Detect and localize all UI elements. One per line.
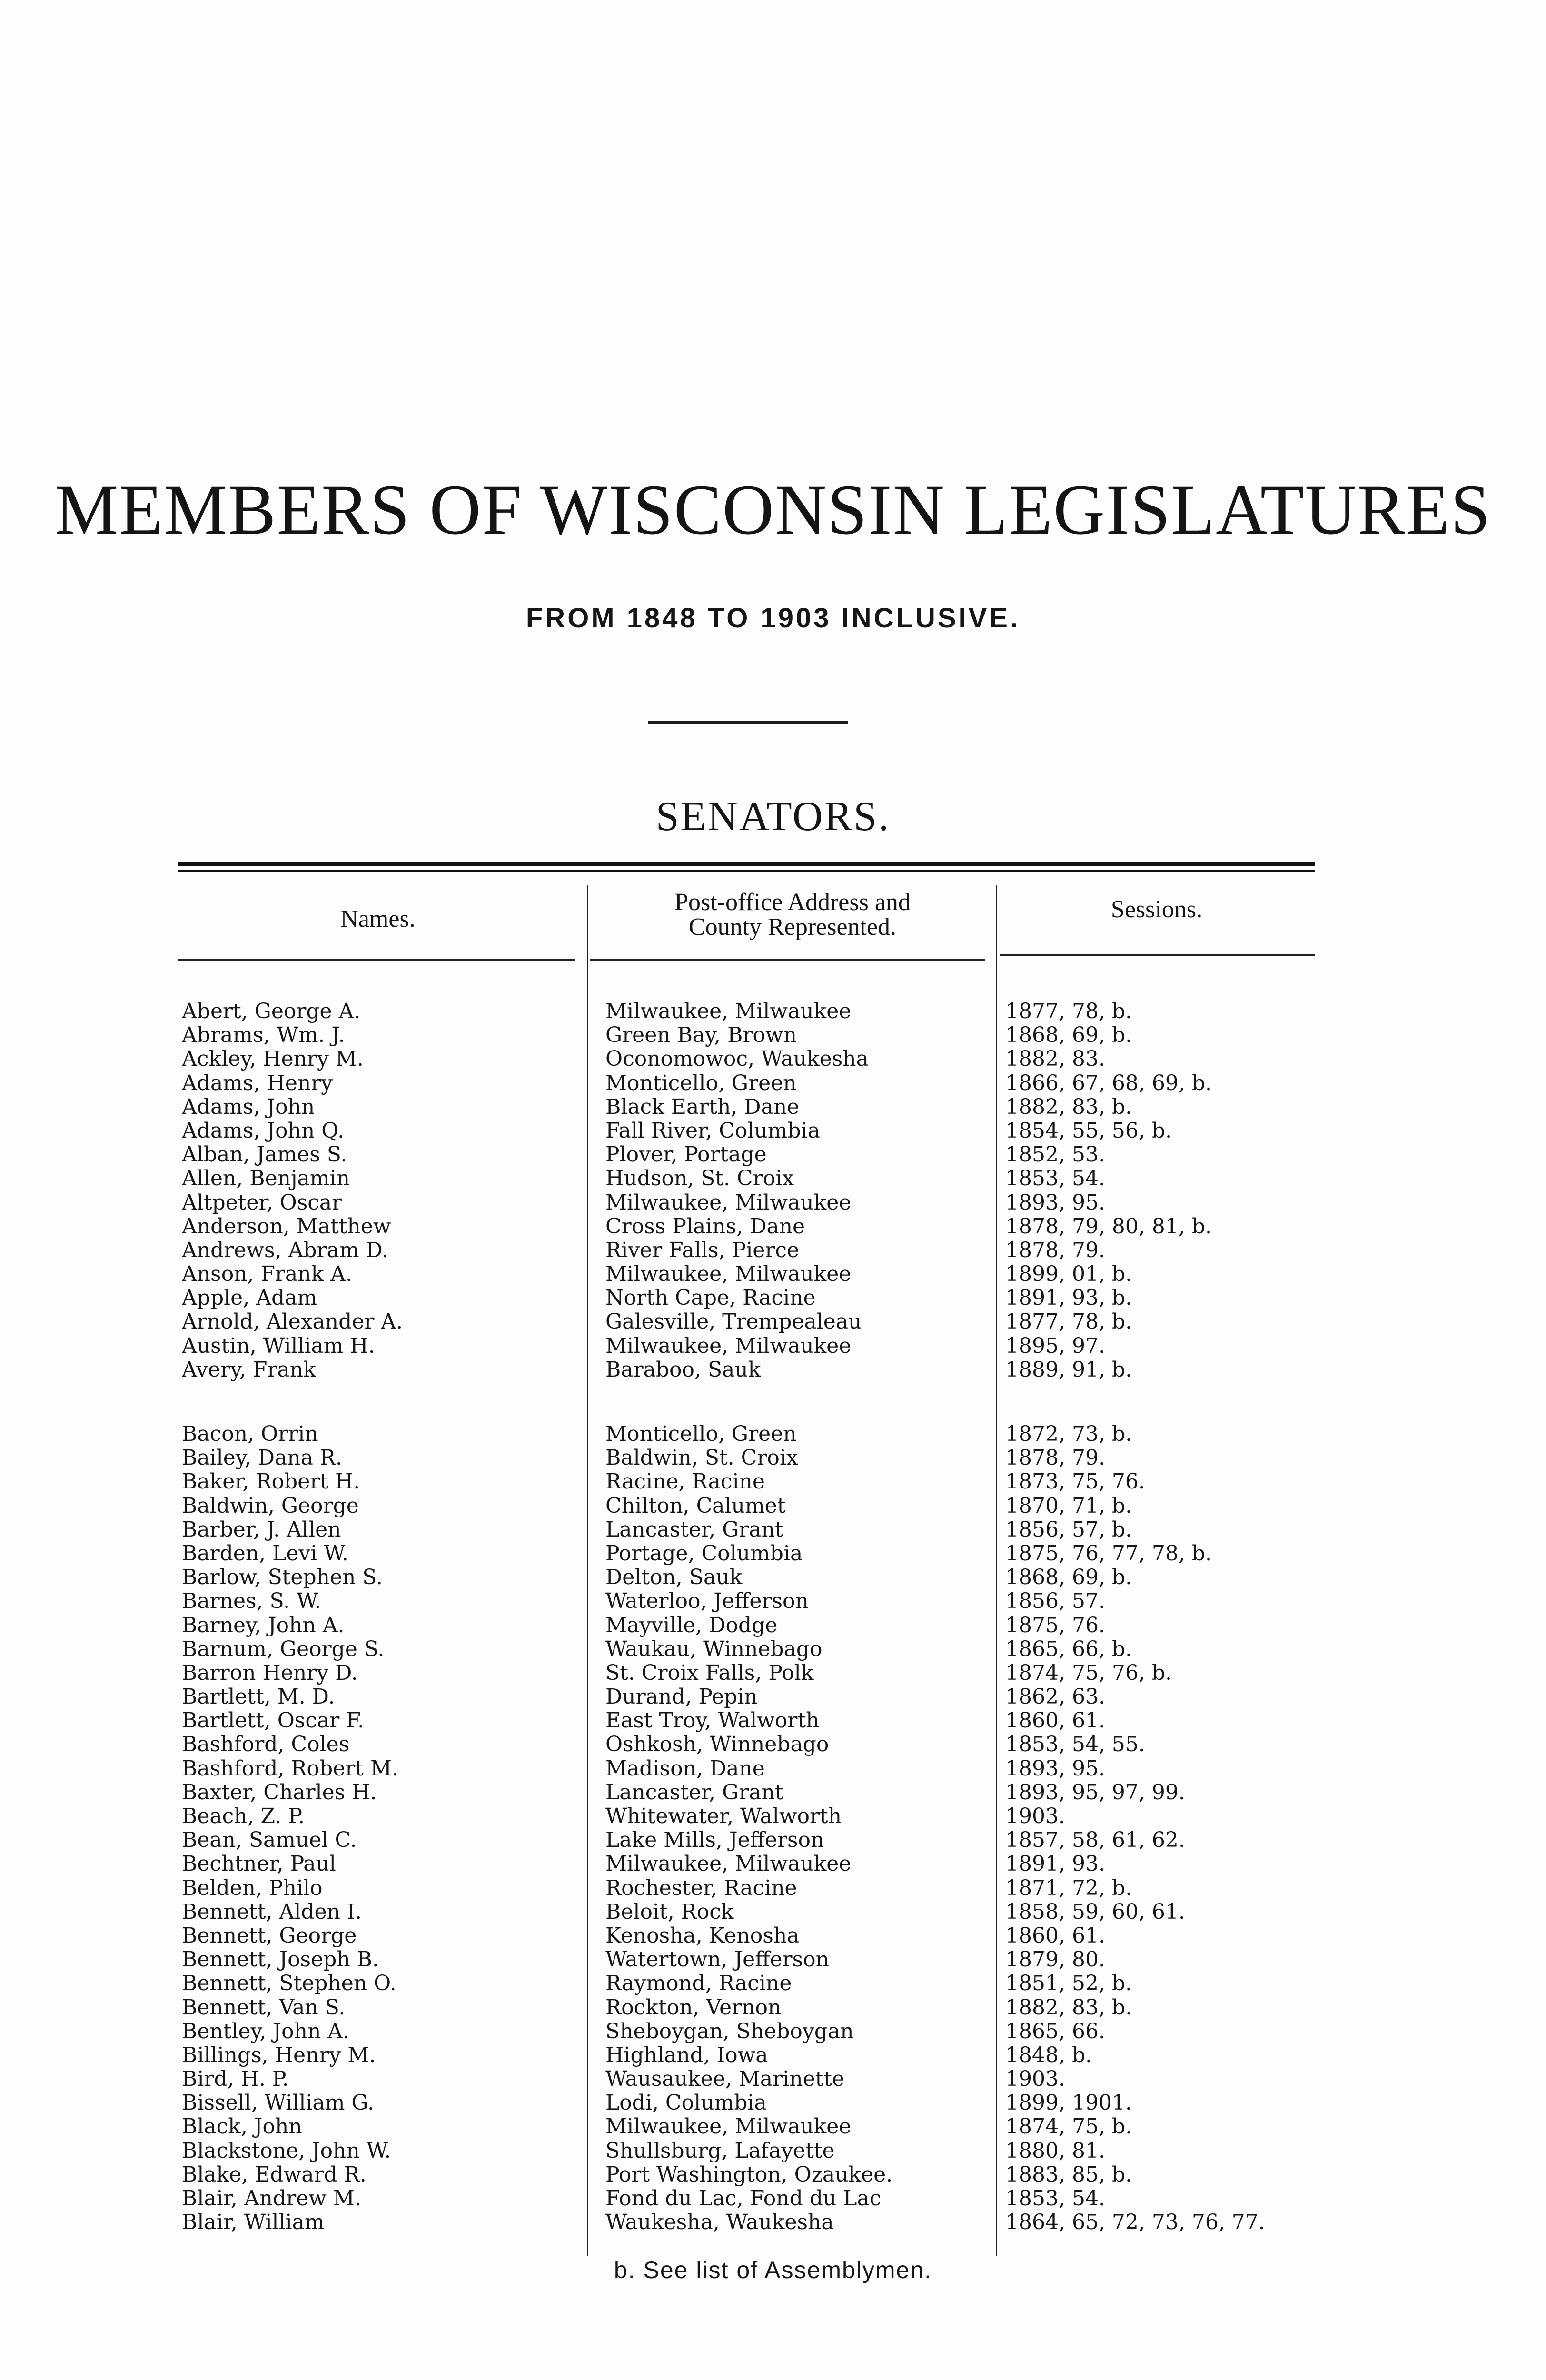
senator-name: Bartlett, Oscar F. <box>182 1709 364 1733</box>
senator-sessions: 1893, 95. <box>1005 1190 1105 1215</box>
senator-address: Monticello, Green <box>605 1071 797 1095</box>
table-row <box>182 1262 1319 1286</box>
senator-name: Adams, Henry <box>182 1071 333 1095</box>
senator-address: Milwaukee, Milwaukee <box>605 1334 852 1358</box>
senator-sessions: 1879, 80. <box>1005 1948 1105 1972</box>
senator-name: Blackstone, John W. <box>182 2139 391 2163</box>
senator-sessions: 1880, 81. <box>1005 2139 1105 2163</box>
senator-address: Waukesha, Waukesha <box>605 2211 834 2235</box>
header-underline <box>590 959 985 961</box>
senator-address: Sheboygan, Sheboygan <box>605 2019 854 2043</box>
senator-address: Milwaukee, Milwaukee <box>605 1262 852 1287</box>
senator-address: Chilton, Calumet <box>605 1494 786 1518</box>
senator-name: Blake, Edward R. <box>182 2162 367 2187</box>
table-row <box>182 1614 1319 1637</box>
senator-name: Altpeter, Oscar <box>182 1190 342 1215</box>
senator-sessions: 1878, 79. <box>1005 1446 1105 1470</box>
senator-name: Baxter, Charles H. <box>182 1780 377 1805</box>
senator-sessions: 1893, 95. <box>1005 1756 1105 1781</box>
senator-sessions: 1853, 54. <box>1005 2187 1105 2211</box>
senator-address: Baraboo, Sauk <box>605 1358 761 1382</box>
senator-address: Waukau, Winnebago <box>605 1637 823 1661</box>
table-row <box>182 1566 1319 1589</box>
senator-name: Anderson, Matthew <box>182 1214 391 1239</box>
senator-sessions: 1878, 79. <box>1005 1238 1105 1262</box>
senator-address: Kenosha, Kenosha <box>605 1924 800 1948</box>
senator-sessions: 1857, 58, 61, 62. <box>1005 1828 1185 1853</box>
senator-sessions: 1891, 93, b. <box>1005 1286 1132 1310</box>
senator-name: Austin, William H. <box>182 1334 375 1358</box>
senator-sessions: 1860, 61. <box>1005 1709 1105 1733</box>
table-row <box>182 1167 1319 1190</box>
senator-sessions: 1848, b. <box>1005 2043 1092 2067</box>
senator-sessions: 1877, 78, b. <box>1005 1310 1132 1334</box>
senator-address: Port Washington, Ozaukee. <box>605 2162 893 2187</box>
table-row <box>182 1637 1319 1661</box>
senator-name: Alban, James S. <box>182 1143 347 1167</box>
senator-address: Racine, Racine <box>605 1470 765 1494</box>
senator-sessions: 1874, 75, 76, b. <box>1005 1661 1172 1685</box>
senator-name: Baldwin, George <box>182 1494 359 1518</box>
senator-name: Abrams, Wm. J. <box>182 1023 345 1048</box>
senators-table <box>182 1000 1319 2234</box>
table-row <box>182 1518 1319 1542</box>
senator-address: Plover, Portage <box>605 1143 767 1167</box>
senator-address: Waterloo, Jefferson <box>605 1589 809 1614</box>
senator-address: Delton, Sauk <box>605 1566 743 1590</box>
group-separator <box>182 1382 1319 1422</box>
senator-name: Bennett, George <box>182 1924 357 1948</box>
table-row <box>182 1239 1319 1262</box>
senator-name: Bashford, Robert M. <box>182 1756 398 1781</box>
senator-name: Anson, Frank A. <box>182 1262 353 1287</box>
senator-address: Durand, Pepin <box>605 1685 758 1709</box>
header-underline <box>1000 954 1315 956</box>
senator-sessions: 1870, 71, b. <box>1005 1494 1132 1518</box>
senator-address: Mayville, Dodge <box>605 1613 778 1637</box>
senator-name: Ackley, Henry M. <box>182 1047 364 1071</box>
senator-sessions: 1875, 76, 77, 78, b. <box>1005 1541 1212 1566</box>
senator-sessions: 1899, 01, b. <box>1005 1262 1132 1287</box>
table-row <box>182 1733 1319 1756</box>
senator-name: Belden, Philo <box>182 1876 323 1900</box>
senator-address: Rochester, Racine <box>605 1876 797 1900</box>
table-row <box>182 1119 1319 1143</box>
senator-name: Blair, Andrew M. <box>182 2187 361 2211</box>
senator-name: Barnes, S. W. <box>182 1589 321 1614</box>
page-title: MEMBERS OF WISCONSIN LEGISLATURES <box>55 470 1491 549</box>
table-row <box>182 1948 1319 1972</box>
table-row <box>182 1215 1319 1239</box>
senator-sessions: 1889, 91, b. <box>1005 1358 1132 1382</box>
senator-name: Arnold, Alexander A. <box>182 1310 403 1334</box>
senator-address: Madison, Dane <box>605 1756 765 1781</box>
senator-address: Lancaster, Grant <box>605 1780 783 1805</box>
senator-sessions: 1853, 54. <box>1005 1167 1105 1191</box>
senator-name: Abert, George A. <box>182 1000 361 1023</box>
table-row <box>182 1286 1319 1310</box>
senator-sessions: 1875, 76. <box>1005 1613 1105 1637</box>
table-row <box>182 1143 1319 1167</box>
senator-address: Lake Mills, Jefferson <box>605 1828 824 1853</box>
column-header-address <box>590 890 995 940</box>
senator-sessions: 1878, 79, 80, 81, b. <box>1005 1214 1212 1239</box>
table-row <box>182 1685 1319 1709</box>
table-row <box>182 1095 1319 1119</box>
table-row <box>182 1924 1319 1948</box>
senator-sessions: 1856, 57. <box>1005 1589 1105 1614</box>
table-row <box>182 1661 1319 1685</box>
senator-sessions: 1877, 78, b. <box>1005 1000 1132 1023</box>
senator-sessions: 1858, 59, 60, 61. <box>1005 1900 1185 1924</box>
senator-sessions: 1865, 66, b. <box>1005 1637 1132 1661</box>
senator-address: Lodi, Columbia <box>605 2091 767 2115</box>
senator-sessions: 1871, 72, b. <box>1005 1876 1132 1900</box>
senator-name: Bacon, Orrin <box>182 1422 318 1446</box>
senator-sessions: 1903. <box>1005 2067 1065 2092</box>
table-row <box>182 1589 1319 1613</box>
senator-address: Watertown, Jefferson <box>605 1948 829 1972</box>
senator-address: Galesville, Trempealeau <box>605 1310 862 1334</box>
senator-name: Barden, Levi W. <box>182 1541 348 1566</box>
ornament-rule <box>648 721 848 724</box>
senator-sessions: 1895, 97. <box>1005 1334 1105 1358</box>
senator-name: Bentley, John A. <box>182 2019 350 2043</box>
table-row <box>182 1334 1319 1358</box>
table-row <box>182 2139 1319 2163</box>
table-row <box>182 2163 1319 2187</box>
senator-address: Oconomowoc, Waukesha <box>605 1047 869 1071</box>
senator-address: Milwaukee, Milwaukee <box>605 1852 852 1876</box>
senator-name: Apple, Adam <box>182 1286 317 1310</box>
senator-address: East Troy, Walworth <box>605 1709 820 1733</box>
table-top-rule-thin <box>178 870 1315 872</box>
senator-sessions: 1874, 75, b. <box>1005 2115 1132 2139</box>
senator-name: Barnum, George S. <box>182 1637 385 1661</box>
table-row <box>182 1852 1319 1876</box>
table-row <box>182 1422 1319 1446</box>
table-row <box>182 2115 1319 2139</box>
table-row <box>182 1996 1319 2020</box>
senator-address: Fall River, Columbia <box>605 1119 820 1143</box>
senator-address: Green Bay, Brown <box>605 1023 797 1048</box>
table-row <box>182 1000 1319 1023</box>
table-row <box>182 1828 1319 1852</box>
senator-sessions: 1872, 73, b. <box>1005 1422 1132 1446</box>
senator-address: Wausaukee, Marinette <box>605 2067 845 2092</box>
column-header-sessions: Sessions. <box>1110 896 1203 923</box>
senator-name: Bailey, Dana R. <box>182 1446 342 1470</box>
senator-name: Baker, Robert H. <box>182 1470 360 1494</box>
table-row <box>182 1310 1319 1334</box>
senator-name: Bennett, Stephen O. <box>182 1972 396 1996</box>
senator-sessions: 1865, 66. <box>1005 2019 1105 2043</box>
senator-name: Bissell, William G. <box>182 2091 374 2115</box>
senator-name: Barlow, Stephen S. <box>182 1566 383 1590</box>
senator-name: Bartlett, M. D. <box>182 1685 335 1709</box>
column-header-address-line: Post-office Address and <box>674 889 911 916</box>
senator-address: Lancaster, Grant <box>605 1517 783 1542</box>
senator-name: Blair, William <box>182 2211 325 2235</box>
senator-name: Bennett, Alden I. <box>182 1900 362 1924</box>
senator-name: Adams, John Q. <box>182 1119 345 1143</box>
senator-name: Bechtner, Paul <box>182 1852 336 1876</box>
senator-name: Bean, Samuel C. <box>182 1828 357 1853</box>
senator-name: Andrews, Abram D. <box>182 1238 389 1262</box>
senator-sessions: 1852, 53. <box>1005 1143 1105 1167</box>
senator-sessions: 1893, 95, 97, 99. <box>1005 1780 1185 1805</box>
table-row <box>182 1876 1319 1900</box>
senator-name: Bird, H. P. <box>182 2067 289 2092</box>
senator-sessions: 1899, 1901. <box>1005 2091 1132 2115</box>
column-header-names: Names. <box>340 905 416 932</box>
table-row <box>182 1542 1319 1566</box>
senator-name: Barber, J. Allen <box>182 1517 341 1542</box>
table-row <box>182 1805 1319 1828</box>
senator-address: Milwaukee, Milwaukee <box>605 2115 852 2139</box>
table-row <box>182 2211 1319 2234</box>
senator-address: Monticello, Green <box>605 1422 797 1446</box>
table-row <box>182 2091 1319 2115</box>
senator-address: Black Earth, Dane <box>605 1095 800 1119</box>
column-header-address-line: County Represented. <box>688 913 897 941</box>
senator-sessions: 1868, 69, b. <box>1005 1566 1132 1590</box>
senator-address: Fond du Lac, Fond du Lac <box>605 2187 882 2211</box>
senator-sessions: 1903. <box>1005 1805 1065 1828</box>
senator-sessions: 1882, 83. <box>1005 1047 1105 1071</box>
senator-address: St. Croix Falls, Polk <box>605 1661 814 1685</box>
table-row <box>182 1709 1319 1733</box>
senator-sessions: 1873, 75, 76. <box>1005 1470 1145 1494</box>
table-top-rule <box>178 862 1315 866</box>
table-row <box>182 1191 1319 1215</box>
senator-sessions: 1860, 61. <box>1005 1924 1105 1948</box>
table-row <box>182 2020 1319 2043</box>
senator-name: Billings, Henry M. <box>182 2043 376 2067</box>
senator-address: Rockton, Vernon <box>605 1995 782 2020</box>
senator-sessions: 1864, 65, 72, 73, 76, 77. <box>1005 2211 1265 2235</box>
senator-name: Avery, Frank <box>182 1358 316 1382</box>
senator-sessions: 1882, 83, b. <box>1005 1995 1132 2020</box>
footnote: b. See list of Assemblymen. <box>614 2257 932 2283</box>
table-row <box>182 2043 1319 2067</box>
senator-name: Bennett, Van S. <box>182 1995 346 2020</box>
table-row <box>182 1470 1319 1494</box>
table-row <box>182 2067 1319 2091</box>
senator-name: Barron Henry D. <box>182 1661 358 1685</box>
table-row <box>182 1781 1319 1805</box>
page-subtitle: FROM 1848 TO 1903 INCLUSIVE. <box>525 603 1021 634</box>
senator-sessions: 1862, 63. <box>1005 1685 1105 1709</box>
senator-address: Milwaukee, Milwaukee <box>605 1190 852 1215</box>
senator-sessions: 1882, 83, b. <box>1005 1095 1132 1119</box>
table-row <box>182 1071 1319 1095</box>
senator-address: Highland, Iowa <box>605 2043 768 2067</box>
senator-sessions: 1866, 67, 68, 69, b. <box>1005 1071 1212 1095</box>
senator-name: Black, John <box>182 2115 302 2139</box>
senator-address: Whitewater, Walworth <box>605 1805 842 1828</box>
senator-sessions: 1891, 93. <box>1005 1852 1105 1876</box>
senator-address: North Cape, Racine <box>605 1286 816 1310</box>
senator-sessions: 1883, 85, b. <box>1005 2162 1132 2187</box>
senator-name: Allen, Benjamin <box>182 1167 350 1191</box>
senator-name: Barney, John A. <box>182 1613 345 1637</box>
table-row <box>182 1446 1319 1470</box>
senator-address: Baldwin, St. Croix <box>605 1446 798 1470</box>
header-underline <box>178 959 575 961</box>
senator-address: Oshkosh, Winnebago <box>605 1733 829 1757</box>
senator-name: Adams, John <box>182 1095 315 1119</box>
senator-sessions: 1856, 57, b. <box>1005 1517 1132 1542</box>
table-row <box>182 1023 1319 1047</box>
senator-address: Raymond, Racine <box>605 1972 792 1996</box>
senator-name: Beach, Z. P. <box>182 1805 305 1828</box>
senator-address: Shullsburg, Lafayette <box>605 2139 835 2163</box>
senator-sessions: 1854, 55, 56, b. <box>1005 1119 1172 1143</box>
senator-sessions: 1853, 54, 55. <box>1005 1733 1145 1757</box>
senator-name: Bashford, Coles <box>182 1733 350 1757</box>
senator-name: Bennett, Joseph B. <box>182 1948 379 1972</box>
senator-address: River Falls, Pierce <box>605 1238 800 1262</box>
table-row <box>182 1358 1319 1382</box>
senator-address: Hudson, St. Croix <box>605 1167 794 1191</box>
senator-address: Portage, Columbia <box>605 1541 803 1566</box>
table-row <box>182 1900 1319 1924</box>
table-row <box>182 1494 1319 1518</box>
senator-sessions: 1851, 52, b. <box>1005 1972 1132 1996</box>
table-row <box>182 1047 1319 1071</box>
senator-address: Cross Plains, Dane <box>605 1214 805 1239</box>
table-row <box>182 2187 1319 2211</box>
senator-address: Beloit, Rock <box>605 1900 734 1924</box>
table-row <box>182 1972 1319 1995</box>
table-row <box>182 1757 1319 1781</box>
senator-sessions: 1868, 69, b. <box>1005 1023 1132 1048</box>
section-heading: SENATORS. <box>655 793 891 840</box>
senator-address: Milwaukee, Milwaukee <box>605 1000 852 1023</box>
